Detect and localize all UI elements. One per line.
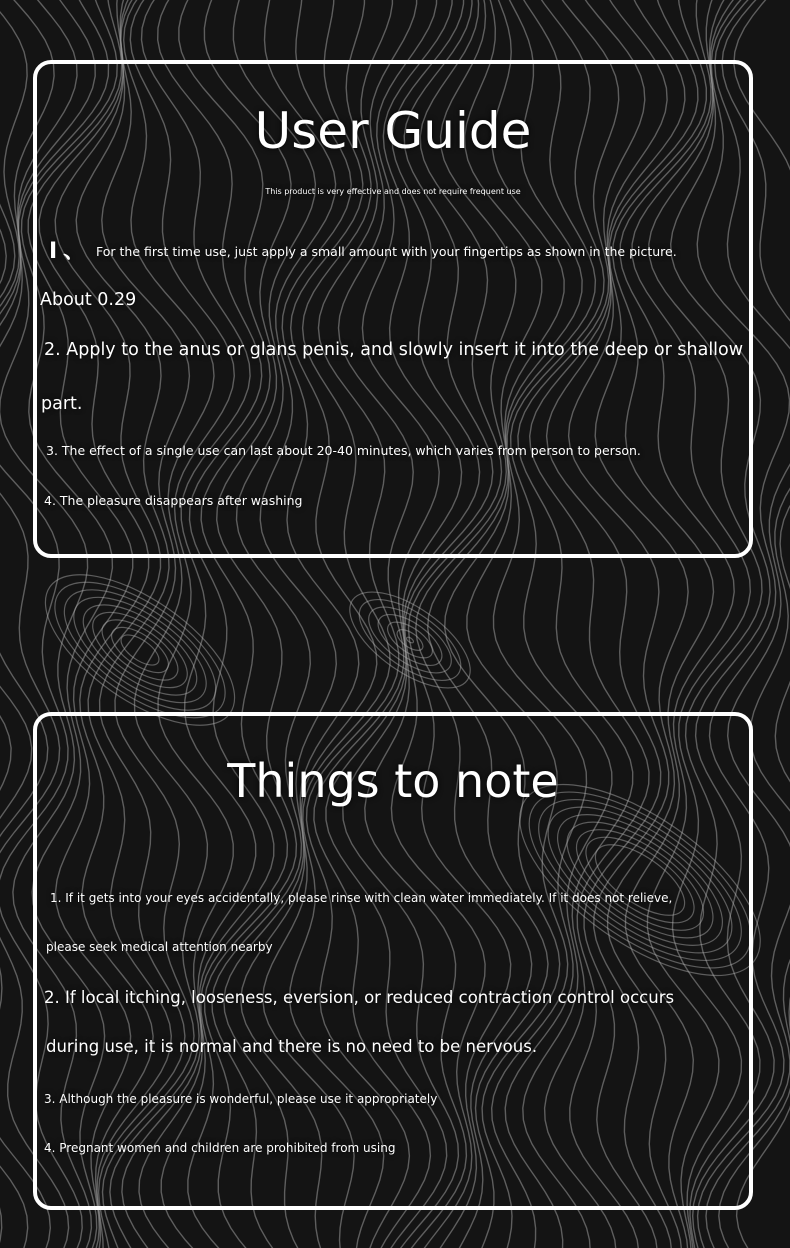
note-2-text-line-2: during use, it is normal and there is no need to be nervous.: [46, 1037, 538, 1056]
things-to-note-title: Things to note: [227, 754, 559, 808]
step-1-numeral: I、: [49, 239, 92, 264]
things-to-note-panel: [33, 712, 753, 1210]
user-guide-subtitle: This product is very effective and does not require frequent use: [265, 187, 521, 196]
step-1-text-line-1: For the first time use, just apply a small amount with your fingertips as shown in the picture.: [96, 244, 677, 259]
step-1-text-line-2: About 0.29: [40, 290, 137, 310]
user-guide-title: User Guide: [254, 102, 532, 160]
note-2-text-line-1: 2. If local itching, looseness, eversion, or reduced contraction control occurs: [44, 988, 675, 1007]
note-3-text: 3. Although the pleasure is wonderful, please use it appropriately: [44, 1092, 438, 1106]
step-2-text-line-2: part.: [41, 394, 83, 414]
note-1-text-line-1: 1. If it gets into your eyes accidentally, please rinse with clean water immediately. If it does not relieve,: [50, 891, 673, 905]
step-3-text: 3. The effect of a single use can last about 20-40 minutes, which varies from person to person.: [46, 443, 641, 458]
step-4-text: 4. The pleasure disappears after washing: [44, 493, 303, 508]
note-4-text: 4. Pregnant women and children are prohibited from using: [44, 1141, 396, 1155]
user-guide-panel: [33, 60, 753, 558]
note-1-text-line-2: please seek medical attention nearby: [46, 940, 273, 954]
step-2-text-line-1: 2. Apply to the anus or glans penis, and slowly insert it into the deep or shallow: [44, 340, 744, 360]
